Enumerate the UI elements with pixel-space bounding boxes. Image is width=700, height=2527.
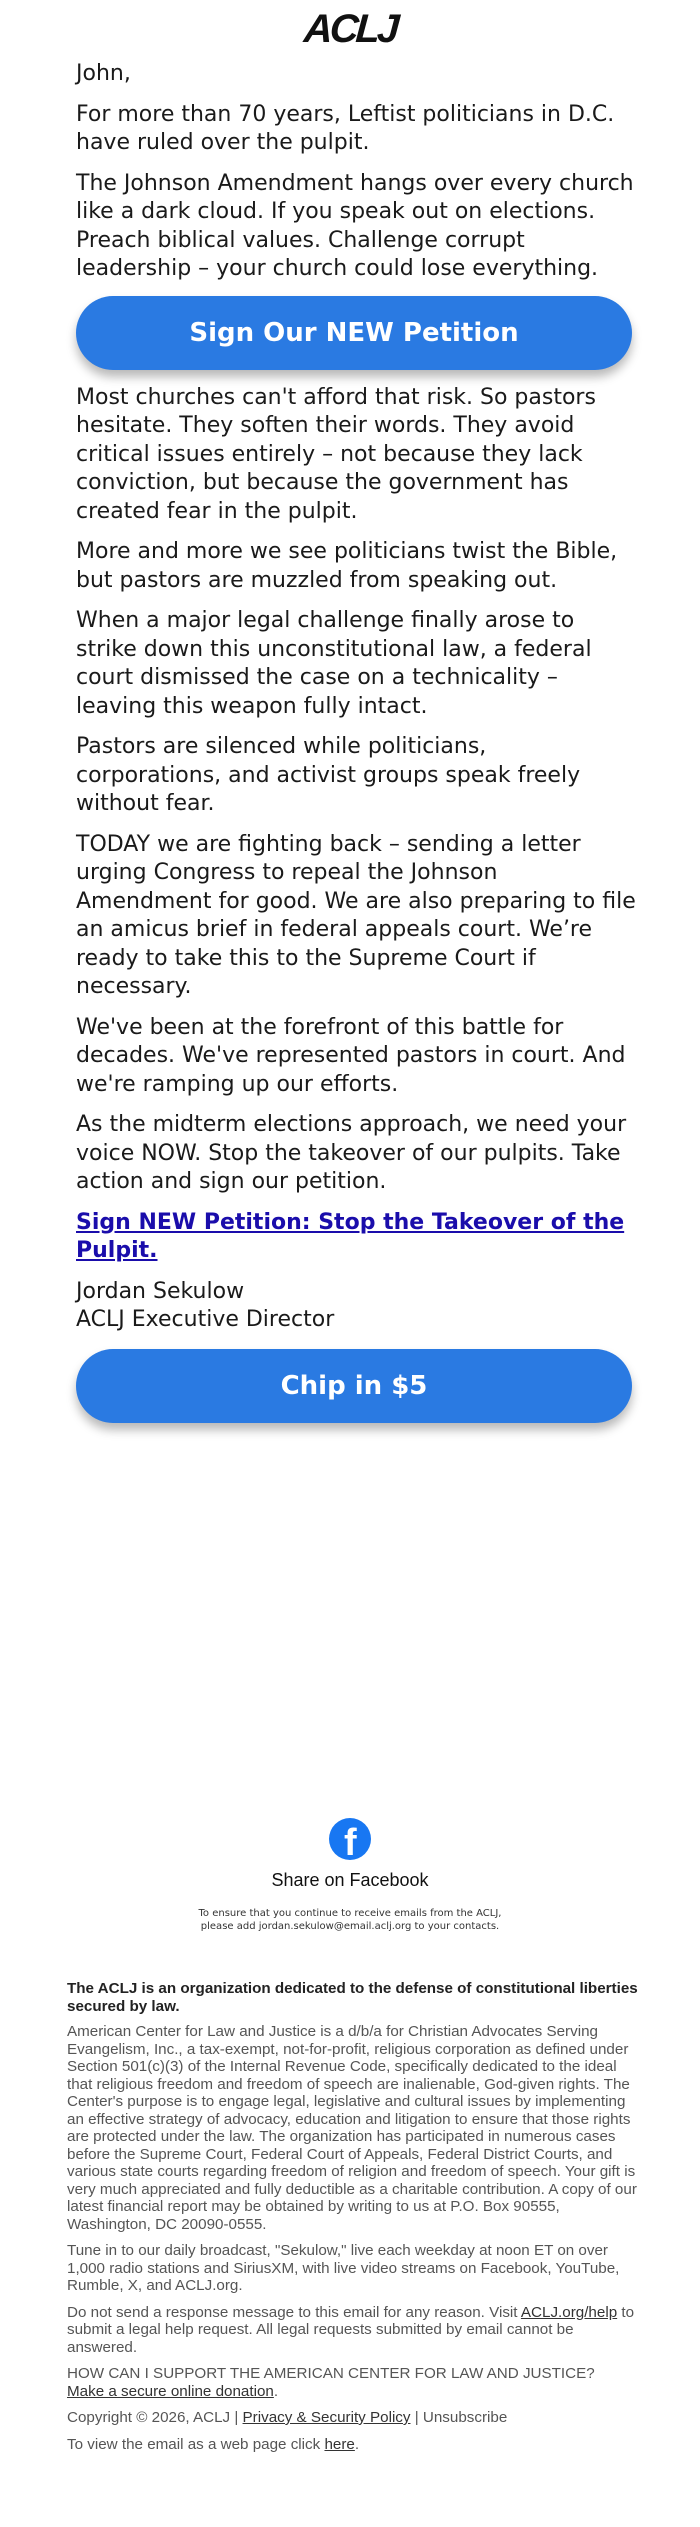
chip-in-button[interactable]: Chip in $5 <box>76 1349 632 1423</box>
webview-text-b: . <box>354 2435 360 2453</box>
footer-webview <box>67 2436 642 2454</box>
notice-line-1: To ensure that you continue to receive emails from the ACLJ, <box>198 1908 502 1919</box>
petition-link[interactable]: Sign NEW Petition: Stop the Takeover of the Pulpit. <box>76 1209 625 1263</box>
paragraph-3: Most churches can't afford that risk. So pastors hesitate. They soften their words. They avoid critical issues entirely – not because they lack conviction, but because the government has created fear in the pulpit. <box>76 384 596 524</box>
sign-petition-button[interactable]: Sign Our NEW Petition <box>76 296 632 370</box>
donation-period: . <box>273 2382 279 2400</box>
paragraph-5: When a major legal challenge finally arose to strike down this unconstitutional law, a federal court dismissed the case on a technicality – leaving this weapon fully intact. <box>76 608 592 719</box>
aclj-logo <box>0 8 700 50</box>
paragraph-9: As the midterm elections approach, we need your voice NOW. Stop the takeover of our pulpits. Take action and sign our petition. <box>76 1112 627 1194</box>
paragraph-1: For more than 70 years, Leftist politicians in D.C. have ruled over the pulpit. <box>76 101 615 155</box>
email-body <box>76 60 636 1437</box>
logo-text: ACLJ <box>302 7 398 51</box>
footer-no-reply <box>67 2304 642 2357</box>
footer-copyright <box>67 2409 642 2427</box>
footer-broadcast: Tune in to our daily broadcast, "Sekulow," live each weekday at noon ET on over 1,000 radio stations and SiriusXM, with live video streams on Facebook, YouTube, Rumble, X, and ACLJ.org. <box>67 2242 620 2294</box>
signature-title: ACLJ Executive Director <box>76 1307 335 1332</box>
paragraph-4: More and more we see politicians twist the Bible, but pastors are muzzled from speaking out. <box>76 539 618 593</box>
paragraph-2: The Johnson Amendment hangs over every church like a dark cloud. If you speak out on elections. Preach biblical values. Challenge corrupt leadership – your church could lose everything. <box>76 170 634 281</box>
share-section <box>0 1818 700 1933</box>
support-question: HOW CAN I SUPPORT THE AMERICAN CENTER FOR LAW AND JUSTICE? <box>67 2365 595 2382</box>
no-reply-text-a: Do not send a response message to this email for any reason. Visit <box>67 2303 521 2321</box>
unsubscribe-link[interactable]: | Unsubscribe <box>410 2409 508 2426</box>
greeting: John, <box>76 61 131 86</box>
privacy-link[interactable]: Privacy & Security Policy <box>242 2409 411 2426</box>
footer <box>67 1980 642 2462</box>
paragraph-7: TODAY we are fighting back – sending a letter urging Congress to repeal the Johnson Amendment for good. We are also preparing to file an amicus brief in federal appeals court. We’re ready to take this to the Supreme Court if necessary. <box>76 831 636 999</box>
signature-name: Jordan Sekulow <box>76 1278 245 1304</box>
help-link[interactable]: ACLJ.org/help <box>520 2303 618 2321</box>
copyright-text: Copyright © 2026, ACLJ | <box>67 2409 243 2426</box>
share-on-facebook-link[interactable]: Share on Facebook <box>271 1870 429 1890</box>
paragraph-6: Pastors are silenced while politicians, corporations, and activist groups speak freely without fear. <box>76 734 581 816</box>
donation-link[interactable]: Make a secure online donation <box>67 2382 274 2400</box>
webview-link[interactable]: here <box>324 2435 355 2453</box>
facebook-icon[interactable]: f <box>329 1818 371 1860</box>
webview-text-a: To view the email as a web page click <box>67 2435 325 2453</box>
paragraph-8: We've been at the forefront of this battle for decades. We've represented pastors in court. And we're ramping up our efforts. <box>76 1014 626 1097</box>
footer-about: American Center for Law and Justice is a d/b/a for Christian Advocates Serving Evangelism, Inc., a tax-exempt, not-for-profit, religious corporation as defined under Section 501(c)(3) of the Internal Revenue Code, specifically dedicated to the ideal that religious freedom and freedom of speech are inalienable, God-given rights. The Center's purpose is to engage legal, legislative and cultural issues by implementing an effective strategy of advocacy, education and litigation to ensure that those rights are protected under the law. The organization has participated in numerous cases before the Supreme Court, Federal Court of Appeals, Federal District Courts, and various state courts regarding freedom of religion and freedom of speech. Your gift is very much appreciated and fully deductible as a charitable contribution. A copy of our latest financial report may be obtained by writing to us at P.O. Box 90555, Washington, DC 20090-0555. <box>67 2023 637 2233</box>
no-reply-text-b: to submit a legal help request. All legal requests submitted by email cannot be answered. <box>67 2303 635 2356</box>
footer-heading: The ACLJ is an organization dedicated to the defense of constitutional liberties secured by law. <box>67 1980 638 2015</box>
contacts-notice <box>0 1907 700 1933</box>
notice-line-2: please add jordan.sekulow@email.aclj.org to your contacts. <box>200 1921 500 1932</box>
footer-support <box>67 2365 642 2400</box>
